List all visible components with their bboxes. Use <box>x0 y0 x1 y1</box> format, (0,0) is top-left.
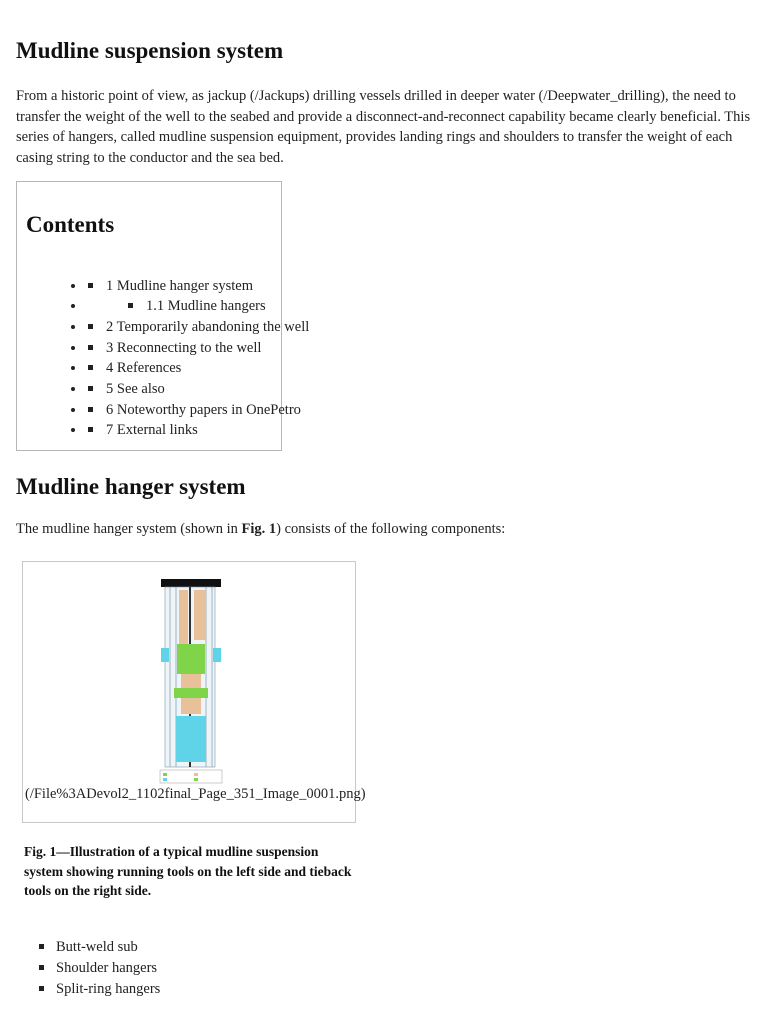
figure-reference: Fig. 1 <box>241 521 277 537</box>
figure-caption: Fig. 1—Illustration of a typical mudline suspension system showing running tools on the left side and tieback tools on the right side. <box>24 844 352 898</box>
toc-item-3[interactable]: • 3 Reconnecting to the well <box>86 338 309 359</box>
section-heading-mudline-hanger: Mudline hanger system <box>16 474 246 499</box>
hanger-intro-text: The mudline hanger system (shown in <box>16 521 242 537</box>
mudline-system-diagram[interactable] <box>156 576 226 786</box>
toc-item-1-1[interactable]: • 1.1 Mudline hangers <box>86 296 309 317</box>
toc-title: Contents <box>26 212 115 237</box>
toc-item-6[interactable]: • 6 Noteworthy papers in OnePetro <box>86 400 309 421</box>
list-item: Butt-weld sub <box>38 937 160 958</box>
toc-item-1[interactable]: • 1 Mudline hanger system <box>86 276 309 297</box>
figure-box <box>22 561 366 823</box>
section-heading-mudline-suspension: Mudline suspension system <box>16 38 284 63</box>
hanger-intro-text-end: ) consists of the following components: <box>276 521 506 537</box>
toc-item-7[interactable]: • 7 External links <box>86 420 309 441</box>
toc-item-2[interactable]: • 2 Temporarily abandoning the well <box>86 317 309 338</box>
hanger-intro-paragraph <box>16 521 505 538</box>
figure-file-link[interactable]: (/File%3ADevol2_1102final_Page_351_Image_0001.png) <box>25 786 366 802</box>
list-item: Shoulder hangers <box>38 958 160 979</box>
components-list <box>38 937 160 1000</box>
toc-item-5[interactable]: • 5 See also <box>86 379 309 400</box>
toc-list <box>46 276 309 442</box>
intro-paragraph: From a historic point of view, as jackup (/Jackups) drilling vessels drilled in deeper water (/Deepwater_drilling), the need to transfer the weight of the well to the seabed and provide a disconnect-and-reconnect capability became clearly beneficial. This series of hangers, called mudline suspension equipment, provides landing rings and shoulders to transfer the weight of each casing string to the conductor and the sea bed. <box>16 88 751 166</box>
list-item: Split-ring hangers <box>38 979 160 1000</box>
toc-item-4[interactable]: • 4 References <box>86 358 309 379</box>
